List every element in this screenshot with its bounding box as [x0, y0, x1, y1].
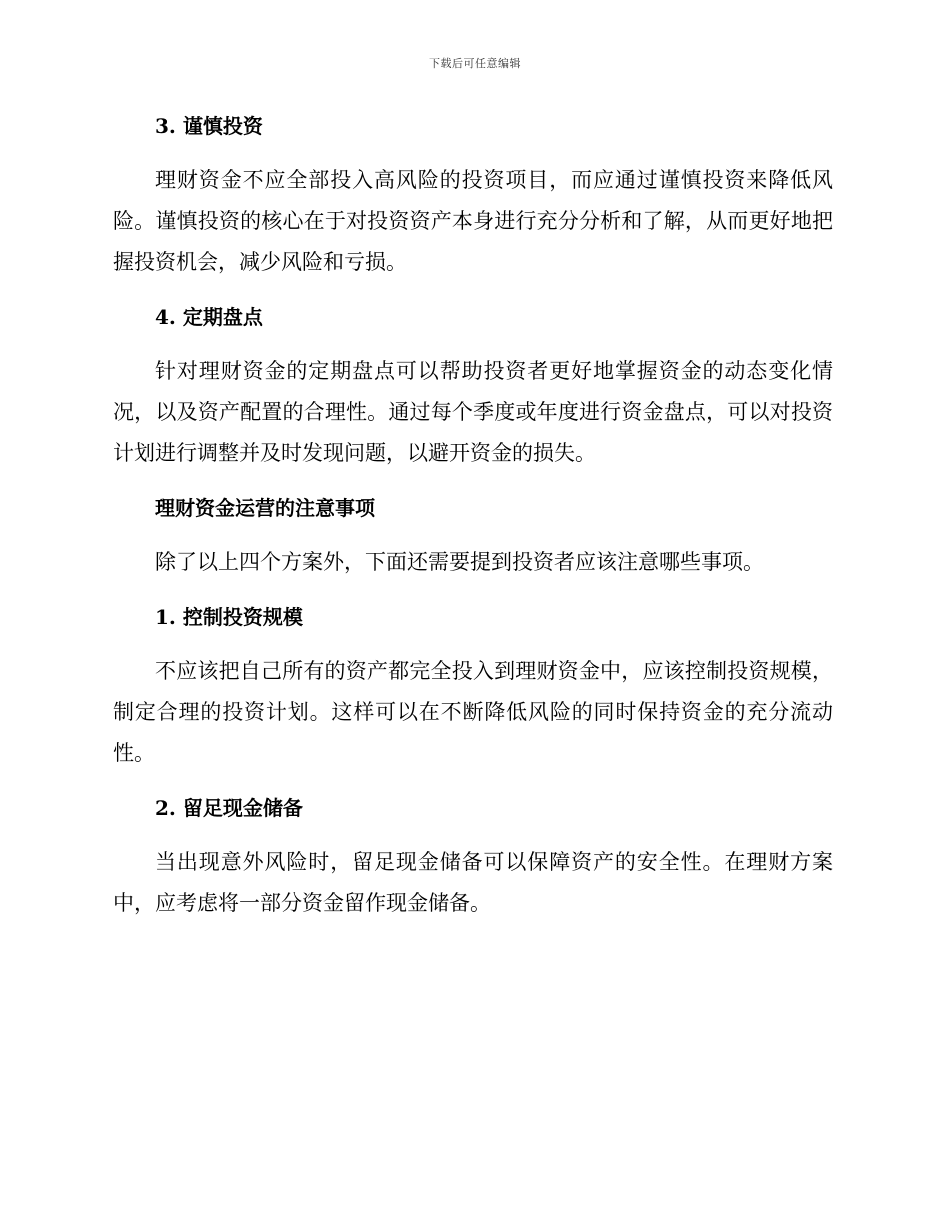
section-heading-cash-reserve: 2. 留足现金储备	[155, 796, 303, 820]
paragraph-cash-reserve: 当出现意外风险时，留足现金储备可以保障资产的安全性。在理财方案中，应考虑将一部分资金留作现金储备。	[113, 850, 833, 915]
section-heading-precautions: 理财资金运营的注意事项	[155, 496, 375, 520]
page-header: 下载后可任意编辑	[429, 57, 521, 70]
document-body	[113, 106, 833, 938]
paragraph-control-scale: 不应该把自己所有的资产都完全投入到理财资金中，应该控制投资规模，制定合理的投资计划。这样可以在不断降低风险的同时保持资金的充分流动性。	[113, 659, 833, 765]
section-heading-control-scale: 1. 控制投资规模	[155, 605, 303, 629]
paragraph-periodic-review: 针对理财资金的定期盘点可以帮助投资者更好地掌握资金的动态变化情况，以及资产配置的合理性。通过每个季度或年度进行资金盘点，可以对投资计划进行调整并及时发现问题，以避开资金的损失。	[113, 359, 833, 465]
paragraph-precautions-intro: 除了以上四个方案外，下面还需要提到投资者应该注意哪些事项。	[155, 550, 764, 574]
section-heading-periodic-review: 4. 定期盘点	[155, 305, 263, 329]
section-heading-prudent-investment: 3. 谨慎投资	[155, 114, 263, 138]
paragraph-prudent-investment: 理财资金不应全部投入高风险的投资项目，而应通过谨慎投资来降低风险。谨慎投资的核心在于对投资资产本身进行充分分析和了解，从而更好地把握投资机会，减少风险和亏损。	[113, 168, 833, 274]
